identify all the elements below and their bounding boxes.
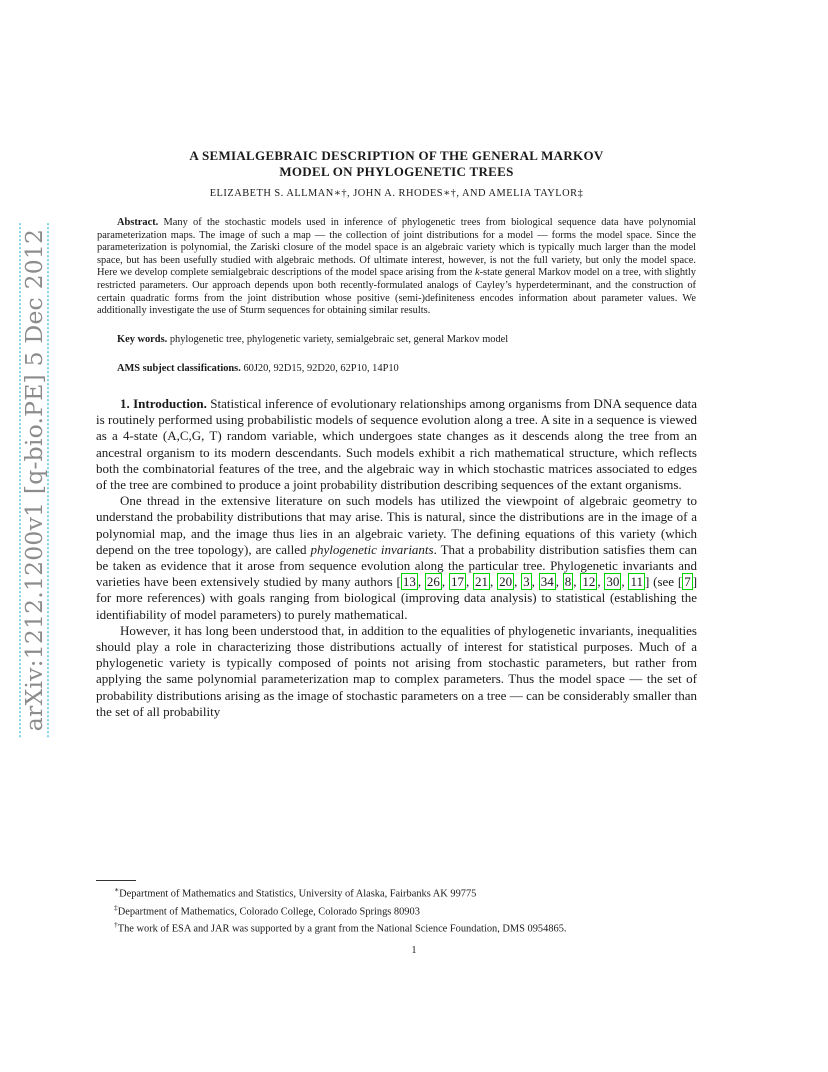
citation-link[interactable]: 13 — [402, 574, 416, 590]
citation-link[interactable]: 20 — [499, 574, 513, 590]
arxiv-id: arXiv:1212.1200v1 [q-bio.PE] 5 Dec 2012 — [19, 223, 49, 737]
ams-label: AMS subject classifications. — [117, 363, 241, 375]
keywords-label: Key words. — [117, 333, 168, 345]
abstract-text-b: -state general Markov model on a tree, with slightly restricted parameters. Our approach depends upon both recently-formulated analogs of Cayley’s hyperdeterminant, and the construction of certain quadratic forms from the joint distribution whose positive (semi-)definiteness encodes information about parameter values. We additionally investigate the use of Sturm sequences for obtaining similar results. — [97, 267, 696, 317]
abstract-k-variable: k — [474, 267, 480, 279]
abstract — [96, 217, 697, 318]
footnote-2: ‡Department of Mathematics, Colorado College, Colorado Springs 80903 — [114, 902, 420, 918]
citation-list: [ 13 , 26 , 17 , 21 , 20 , 3 , 34 , 8 , 12 , 30 , 11 ] — [396, 574, 650, 590]
page-number: 1 — [411, 945, 417, 956]
footnote-3: †The work of ESA and JAR was supported by a grant from the National Science Foundation, DMS 0954865. — [114, 920, 567, 935]
paper-title — [96, 148, 697, 180]
intro-p2-text-a: One thread in the extensive literature on such models has utilized the viewpoint of algebraic geometry to understand the probability distributions that may arise. This is natural, since the distributions are in the image of a polynomial map, and the image thus lies in an algebraic variety. The defining equations of this variety (which depend on the tree topology), are called — [96, 493, 697, 557]
author-list: ELIZABETH S. ALLMAN∗†, JOHN A. RHODES∗†, AND AMELIA TAYLOR‡ — [209, 188, 584, 199]
citation-link[interactable]: 11 — [630, 574, 643, 590]
title-line-2: MODEL ON PHYLOGENETIC TREES — [279, 164, 514, 179]
intro-p2-text-c: for more references) with goals ranging from biological (improving data analysis) to statistical (establishing the identifiability of model parameters) to purely mathematical. — [96, 590, 697, 622]
abstract-text-a: Many of the stochastic models used in inference of phylogenetic trees from biological sequence data have polynomial parameterization maps. The image of such a map — the collection of joint distributions for a model — forms the model space. Since the parameterization is polynomial, the Zariski closure of the model space is an algebraic variety which is typically much larger than the model space, but has been usefully studied with algebraic methods. Of ultimate interest, however, is not the full variety, but only the model space. Here we develop complete semialgebraic descriptions of the model space arising from the — [97, 217, 696, 279]
intro-p2-text-b: . That a probability distribution satisfies them can be taken as evidence that it arose from sequence evolution along the particular tree. Phylogenetic invariants and varieties have been extensively studied by many authors — [96, 541, 697, 590]
citation-link[interactable]: 34 — [540, 574, 554, 590]
intro-paragraph-3: However, it has long been understood that, in addition to the equalities of phylogenetic invariants, inequalities should play a role in characterizing those distributions actually of interest for statistical purposes. Much of a phylogenetic variety is typically composed of points not arising from stochastic parameters, but rather from applying the same polynomial parameterization map to complex parameters. Thus the model space — the set of probability distributions arising as the image of stochastic parameters on a tree — can be considerably smaller than the set of all probability — [96, 622, 697, 719]
citation-link[interactable]: 21 — [475, 574, 489, 590]
footnote-1: ∗Department of Mathematics and Statistics, University of Alaska, Fairbanks AK 99775 — [114, 885, 477, 900]
citation-link[interactable]: 17 — [450, 574, 464, 590]
see-open: (see — [653, 574, 675, 590]
intro-paragraph-1 — [96, 396, 697, 493]
ams-classifications — [96, 363, 697, 376]
footnotes — [96, 883, 697, 936]
introduction-section — [96, 396, 697, 720]
footnote-rule — [96, 880, 136, 881]
intro-p1-text: Statistical inference of evolutionary relationships among organisms from DNA sequence data is routinely performed using probabilistic models of sequence evolution along a tree. A site in a sequence is viewed as a 4-state (A,C,G, T) random variable, which undergoes state changes as it descends along the tree from an ancestral organism to its modern descendants. Such models exhibit a rich mathematical structure, which reflects both the combinatorial features of the tree, and the algebraic way in which stochastic matrices associated to edges of the tree are combined to produce a joint probability distribution describing sequences of the extant organisms. — [96, 395, 698, 492]
citation-link[interactable]: 8 — [564, 574, 572, 590]
citation-link[interactable]: 7 — [684, 574, 691, 590]
intro-paragraph-2: One thread in the extensive literature on such models has utilized the viewpoint of algebraic geometry to understand the probability distributions that may arise. This is natural, since the distributions are in the image of a polynomial map, and the image thus lies in an algebraic variety. The defining equations of this variety (which depend on the tree topology), are called phylogenetic invariants. That a probability distribution satisfies them can be taken as evidence that it arose from sequence evolution along the particular tree. Phylogenetic invariants and varieties have been extensively studied by many authors [ 13 , 26 , 17 , 21 , 20 , 3 , 34 , 8 , 12 , 30 , 11 ] (see [ 7 ] for more references) with goals ranging from biological (improving data analysis) to statistical (establishing the identifiability of model parameters) to purely mathematical. — [96, 493, 698, 622]
keywords — [96, 334, 697, 347]
ams-text: 60J20, 92D15, 92D20, 62P10, 14P10 — [243, 363, 399, 375]
citation-link[interactable]: 12 — [582, 574, 596, 590]
section-heading: 1. Introduction. — [120, 395, 207, 411]
citation-link[interactable]: 30 — [606, 574, 620, 590]
title-line-1: A SEMIALGEBRAIC DESCRIPTION OF THE GENERAL MARKOV — [189, 148, 604, 163]
keywords-text: phylogenetic tree, phylogenetic variety, semialgebraic set, general Markov model — [169, 333, 509, 345]
citation-link[interactable]: 3 — [523, 574, 530, 590]
abstract-label: Abstract. — [117, 217, 159, 228]
citation-link[interactable]: 26 — [426, 574, 440, 590]
term-phylogenetic-invariants: phylogenetic invariants — [310, 541, 434, 557]
main-content — [96, 148, 697, 720]
arxiv-sidebar-stamp — [20, 228, 48, 732]
